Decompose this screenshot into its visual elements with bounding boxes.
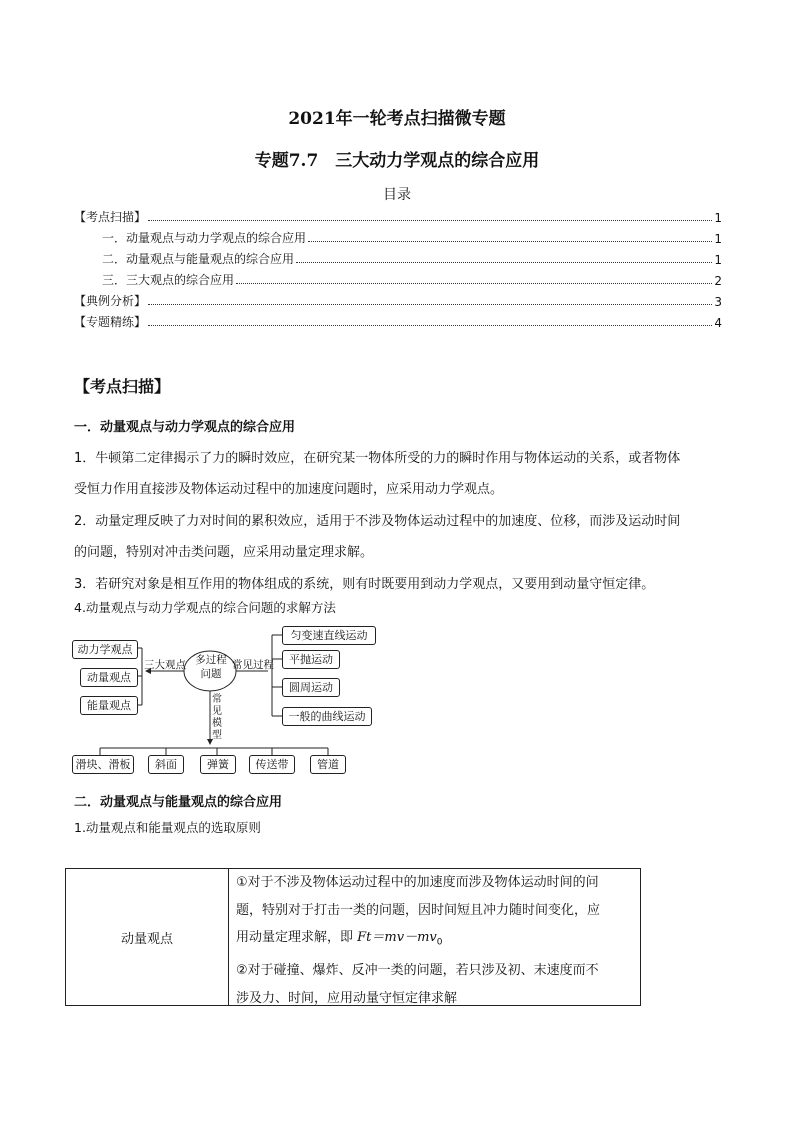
document-title: 2021年一轮考点扫描微专题 — [288, 109, 506, 129]
toc-leader — [148, 220, 712, 221]
table-line: ①对于不涉及物体运动过程中的加速度而涉及物体运动时间的问 — [236, 875, 599, 890]
toc-item-page: 4 — [714, 316, 722, 330]
diagram-down-char: 型 — [212, 730, 222, 741]
diagram-left-item: 能量观点 — [80, 696, 138, 715]
paragraph-4: 4.动量观点与动力学观点的综合问题的求解方法 — [74, 600, 336, 615]
document-subtitle: 专题7.7 三大动力学观点的综合应用 — [254, 151, 540, 171]
toc-leader — [236, 283, 712, 284]
toc-item-label: 【典例分析】 — [74, 294, 147, 308]
paragraph-2b: 的问题，特别对冲击类问题，应采用动量定理求解。 — [74, 545, 374, 560]
toc-leader — [148, 304, 712, 305]
diagram-left-item: 动量观点 — [80, 668, 138, 687]
paragraph-1a: 1．牛顿第二定律揭示了力的瞬时效应，在研究某一物体所受的力的瞬时作用与物体运动的关系，或者物体 — [74, 451, 681, 466]
toc-item[interactable] — [74, 291, 722, 309]
method-diagram — [60, 624, 390, 776]
toc-leader — [148, 325, 712, 326]
diagram-bottom-item: 弹簧 — [200, 755, 236, 774]
toc-item-page: 1 — [714, 211, 722, 225]
toc-item[interactable] — [102, 270, 722, 288]
paragraph-1b: 受恒力作用直接涉及物体运动过程中的加速度问题时，应采用动力学观点。 — [74, 482, 504, 497]
diagram-down-char: 模 — [212, 718, 222, 729]
diagram-left-label: 三大观点 — [144, 659, 186, 671]
table-left-cell: 动量观点 — [66, 869, 229, 1005]
toc-item-label: 【专题精练】 — [74, 315, 147, 329]
table-line-text: 用动量定理求解，即 — [236, 930, 354, 945]
diagram-bottom-item: 滑块、滑板 — [72, 755, 134, 774]
diagram-right-label: 常见过程 — [232, 659, 274, 671]
table-line: 涉及力、时间，应用动量守恒定律求解 — [236, 990, 458, 1006]
diagram-bottom-item: 管道 — [310, 755, 346, 774]
toc-item[interactable] — [74, 207, 722, 225]
toc-item-page: 2 — [714, 274, 722, 288]
diagram-down-char: 常 — [212, 694, 222, 705]
diagram-bottom-item: 斜面 — [148, 755, 184, 774]
diagram-down-label — [212, 694, 222, 742]
subsection-heading-2: 二．动量观点与能量观点的综合应用 — [74, 795, 283, 810]
toc-leader — [296, 262, 712, 263]
toc-item-label: 【考点扫描】 — [74, 210, 147, 224]
diagram-right-item: 一般的曲线运动 — [282, 707, 372, 726]
toc-item[interactable] — [74, 312, 722, 330]
toc-heading: 目录 — [383, 187, 411, 203]
toc-leader — [308, 241, 712, 242]
subsection-heading-1: 一．动量观点与动力学观点的综合应用 — [74, 420, 296, 435]
paragraph-s2-1: 1.动量观点和能量观点的选取原则 — [74, 820, 261, 835]
toc-item-label: 三．三大观点的综合应用 — [102, 273, 235, 287]
diagram-right-item: 匀变速直线运动 — [282, 626, 376, 645]
diagram-center-line2: 问题 — [200, 668, 222, 680]
diagram-right-item: 平抛运动 — [282, 650, 340, 669]
toc-item-page: 1 — [714, 253, 722, 267]
section-heading-scan: 【考点扫描】 — [74, 377, 171, 396]
diagram-bottom-item: 传送带 — [249, 755, 295, 774]
table-right-cell — [236, 869, 634, 1012]
diagram-right-item: 圆周运动 — [282, 678, 340, 697]
toc-item-label: 一．动量观点与动力学观点的综合应用 — [102, 231, 307, 245]
momentum-formula: Ft＝mv－mv — [357, 930, 437, 945]
table-line-formula — [236, 924, 634, 957]
table-line: 题，特别对于打击一类的问题，因时间短且冲力随时间变化，应 — [236, 902, 601, 918]
diagram-left-item: 动力学观点 — [72, 640, 138, 659]
toc-item[interactable] — [102, 228, 722, 246]
formula-subscript: 0 — [436, 937, 443, 948]
paragraph-3: 3．若研究对象是相互作用的物体组成的系统，则有时既要用到动力学观点，又要用到动量守恒定律。 — [74, 577, 655, 592]
toc-item-page: 3 — [714, 295, 722, 309]
toc-item[interactable] — [102, 249, 722, 267]
toc-item-label: 二．动量观点与能量观点的综合应用 — [102, 252, 295, 266]
table-line: ②对于碰撞、爆炸、反冲一类的问题，若只涉及初、末速度而不 — [236, 963, 599, 979]
paragraph-2a: 2．动量定理反映了力对时间的累积效应，适用于不涉及物体运动过程中的加速度、位移，而涉及运动时间 — [74, 514, 681, 529]
diagram-center-line1: 多过程 — [195, 654, 227, 666]
toc-item-page: 1 — [714, 232, 722, 246]
diagram-down-char: 见 — [212, 706, 222, 717]
selection-table — [65, 868, 641, 1006]
diagram-center — [194, 653, 228, 681]
